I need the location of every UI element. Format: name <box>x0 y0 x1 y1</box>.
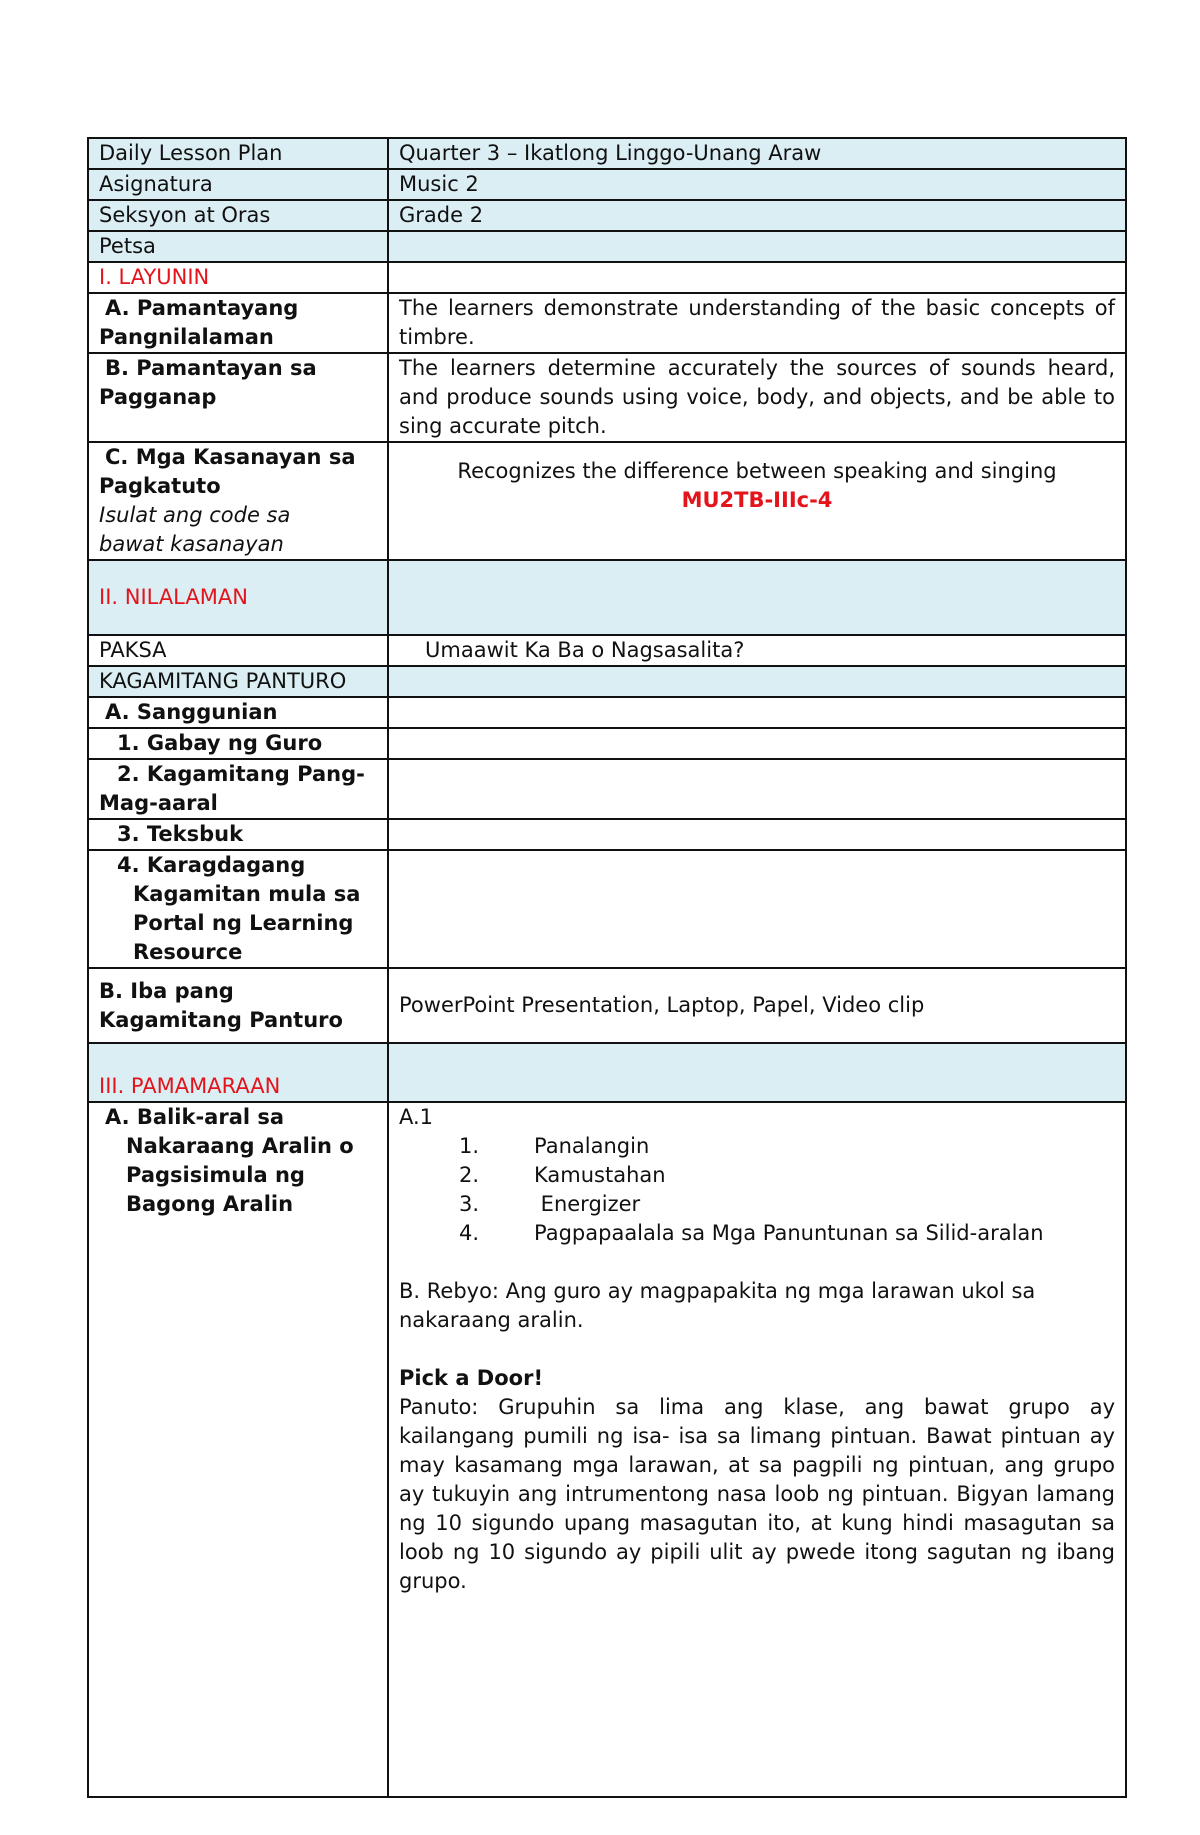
list-item: 2. Kamustahan <box>459 1163 666 1187</box>
row-layunin-a <box>88 293 1126 353</box>
list-item: 4. Pagpapaalala sa Mga Panuntunan sa Silid-aralan <box>459 1221 1044 1245</box>
text-kasanayan: Recognizes the difference between speaking and singing MU2TB-IIIc-4 <box>388 442 1126 560</box>
row-kagamitang-panturo <box>88 666 1126 697</box>
panuto-text: Panuto: Grupuhin sa lima ang klase, ang bawat grupo ay kailangang pumili ng isa- isa sa limang pintuan. Bawat pintuan ay may kasamang mga larawan, at sa pagpili ng pintuan, ang grupo ay tukuyin ang intrumentong nasa loob ng pintuan. Bigyan lamang ng 10 sigundo upang masagutan ito, at kung hindi masagutan sa loob ng 10 sigundo ay pipili ulit ay pwede itong sagutan ng ibang grupo. <box>399 1395 1115 1593</box>
row-layunin-c <box>88 442 1126 560</box>
label-kasanayan: C. Mga Kasanayan sa Pagkatuto Isulat ang code sa bawat kasanayan <box>88 442 388 560</box>
label-pamantayang-pangnilalaman: A. Pamantayang Pangnilalaman <box>88 293 388 353</box>
row-subject <box>88 169 1126 200</box>
row-paksa <box>88 635 1126 666</box>
row-karagdagang <box>88 850 1126 968</box>
activity-list <box>399 1132 1115 1248</box>
label-iba-pang-kagamitan: B. Iba pang Kagamitang Panturo <box>88 968 388 1043</box>
list-item: 3. Energizer <box>459 1192 641 1216</box>
row-layunin-heading <box>88 262 1126 293</box>
value-iba-pang-kagamitan: PowerPoint Presentation, Laptop, Papel, Video clip <box>388 968 1126 1043</box>
label-paksa: PAKSA <box>88 635 388 666</box>
rebyo-text: B. Rebyo: Ang guro ay magpapakita ng mga larawan ukol sa nakaraang aralin. <box>399 1279 1036 1332</box>
list-item: 1. Panalangin <box>459 1134 650 1158</box>
content-balik-aral <box>388 1102 1126 1797</box>
a1-label: A.1 <box>399 1105 434 1129</box>
row-gabay <box>88 728 1126 759</box>
row-section <box>88 200 1126 231</box>
label-sanggunian: A. Sanggunian <box>88 697 388 728</box>
competency-code: MU2TB-IIIc-4 <box>681 488 833 512</box>
value-plan: Quarter 3 – Ikatlong Linggo-Unang Araw <box>388 138 1126 169</box>
value-paksa: Umaawit Ka Ba o Nagsasalita? <box>388 635 1126 666</box>
label-pamantayan-sa-pagganap: B. Pamantayan sa Pagganap <box>88 353 388 442</box>
row-balik-aral <box>88 1102 1126 1797</box>
label-kagamitang-mag-aaral: 2. Kagamitang Pang- Mag-aaral <box>88 759 388 819</box>
row-plan <box>88 138 1126 169</box>
row-teksbuk <box>88 819 1126 850</box>
label-balik-aral: A. Balik-aral sa Nakaraang Aralin o Pagsisimula ng Bagong Aralin <box>88 1102 388 1797</box>
lesson-plan-table <box>87 137 1127 1798</box>
value-subject: Music 2 <box>388 169 1126 200</box>
row-kagamitang-mag-aaral <box>88 759 1126 819</box>
label-date: Petsa <box>88 231 388 262</box>
row-pamamaraan-heading <box>88 1043 1126 1102</box>
section-heading-nilalaman: II. NILALAMAN <box>88 560 388 635</box>
label-karagdagang-kagamitan: 4. Karagdagang Kagamitan mula sa Portal ng Learning Resource <box>88 850 388 968</box>
text-pamantayan-sa-pagganap: The learners determine accurately the sources of sounds heard, and produce sounds using voice, body, and objects, and be able to sing accurate pitch. <box>388 353 1126 442</box>
label-subject: Asignatura <box>88 169 388 200</box>
row-date <box>88 231 1126 262</box>
row-sanggunian <box>88 697 1126 728</box>
game-title: Pick a Door! <box>399 1366 544 1390</box>
label-plan: Daily Lesson Plan <box>88 138 388 169</box>
label-kagamitang-panturo: KAGAMITANG PANTURO <box>88 666 388 697</box>
section-heading-layunin: I. LAYUNIN <box>88 262 388 293</box>
row-iba-pang-kagamitan <box>88 968 1126 1043</box>
label-section: Seksyon at Oras <box>88 200 388 231</box>
section-heading-pamamaraan: III. PAMAMARAAN <box>88 1043 388 1102</box>
label-teksbuk: 3. Teksbuk <box>88 819 388 850</box>
row-nilalaman-heading <box>88 560 1126 635</box>
label-gabay-ng-guro: 1. Gabay ng Guro <box>88 728 388 759</box>
text-pamantayang-pangnilalaman: The learners demonstrate understanding of the basic concepts of timbre. <box>388 293 1126 353</box>
value-section: Grade 2 <box>388 200 1126 231</box>
value-date <box>388 231 1126 262</box>
row-layunin-b <box>88 353 1126 442</box>
